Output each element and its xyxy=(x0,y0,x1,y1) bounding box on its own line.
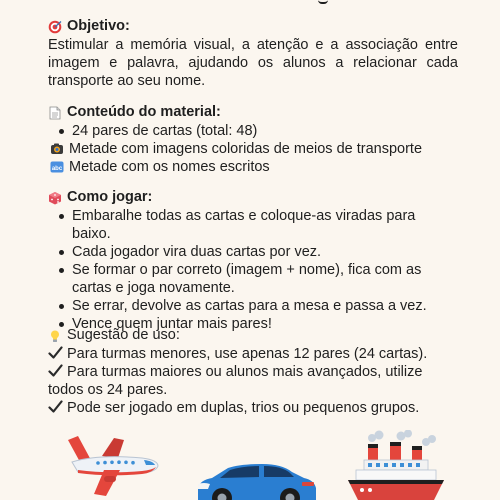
ship-illustration xyxy=(346,430,446,500)
lightbulb-icon xyxy=(48,329,62,343)
conteudo-line-text: Metade com imagens coloridas de meios de transporte xyxy=(69,141,423,157)
list-item: Se errar, devolve as cartas para a mesa e passa a vez. xyxy=(72,297,458,315)
svg-text:abc: abc xyxy=(51,166,63,172)
list-item: Cada jogador vira duas cartas por vez. xyxy=(72,243,458,261)
objetivo-section xyxy=(48,17,458,90)
sugestao-tip xyxy=(48,345,448,363)
conteudo-list xyxy=(48,122,458,140)
conteudo-line-names xyxy=(48,158,458,176)
car-illustration xyxy=(190,462,320,500)
sugestao-tip xyxy=(48,399,448,417)
checkmark-icon xyxy=(48,400,63,414)
airplane-illustration xyxy=(58,432,166,500)
conteudo-line-images xyxy=(48,140,458,158)
como-jogar-heading-row xyxy=(48,188,458,207)
checkmark-icon xyxy=(48,364,63,378)
sugestao-heading-row xyxy=(48,326,448,345)
conteudo-heading-row xyxy=(48,103,458,122)
sugestao-tip-text: Para turmas maiores ou alunos mais avançados, utilize todos os 24 pares. xyxy=(48,364,423,398)
target-icon xyxy=(48,20,62,34)
sugestao-tip-text: Para turmas menores, use apenas 12 pares (24 cartas). xyxy=(67,346,428,362)
sugestao-heading: Sugestão de uso: xyxy=(67,327,180,343)
como-jogar-section xyxy=(48,188,458,333)
list-item: Embaralhe todas as cartas e coloque-as viradas para baixo. xyxy=(72,207,458,243)
objetivo-heading: Objetivo: xyxy=(67,18,130,34)
checkmark-icon xyxy=(48,346,63,360)
como-jogar-list xyxy=(48,207,458,333)
conteudo-line-text: Metade com os nomes escritos xyxy=(69,159,270,175)
sugestao-tip xyxy=(48,363,448,399)
title-fragment xyxy=(318,0,328,4)
list-item: Se formar o par correto (imagem + nome), fica com as cartas e joga novamente. xyxy=(72,261,458,297)
conteudo-heading: Conteúdo do material: xyxy=(67,104,221,120)
camera-icon xyxy=(50,142,64,156)
objetivo-text: Estimular a memória visual, a atenção e a associação entre imagem e palavra, ajudando os alunos a relacionar cada transporte ao seu nome. xyxy=(48,37,458,89)
abc-icon xyxy=(50,160,64,174)
sugestao-section xyxy=(48,326,448,417)
dice-icon xyxy=(48,191,62,205)
como-jogar-heading: Como jogar: xyxy=(67,189,153,205)
list-item: 24 pares de cartas (total: 48) xyxy=(72,122,458,140)
page-icon xyxy=(48,106,62,120)
list-item: Vence quem juntar mais pares! xyxy=(72,315,458,333)
conteudo-section xyxy=(48,103,458,176)
objetivo-heading-row xyxy=(48,17,458,36)
sugestao-tip-text: Pode ser jogado em duplas, trios ou pequenos grupos. xyxy=(67,400,420,416)
